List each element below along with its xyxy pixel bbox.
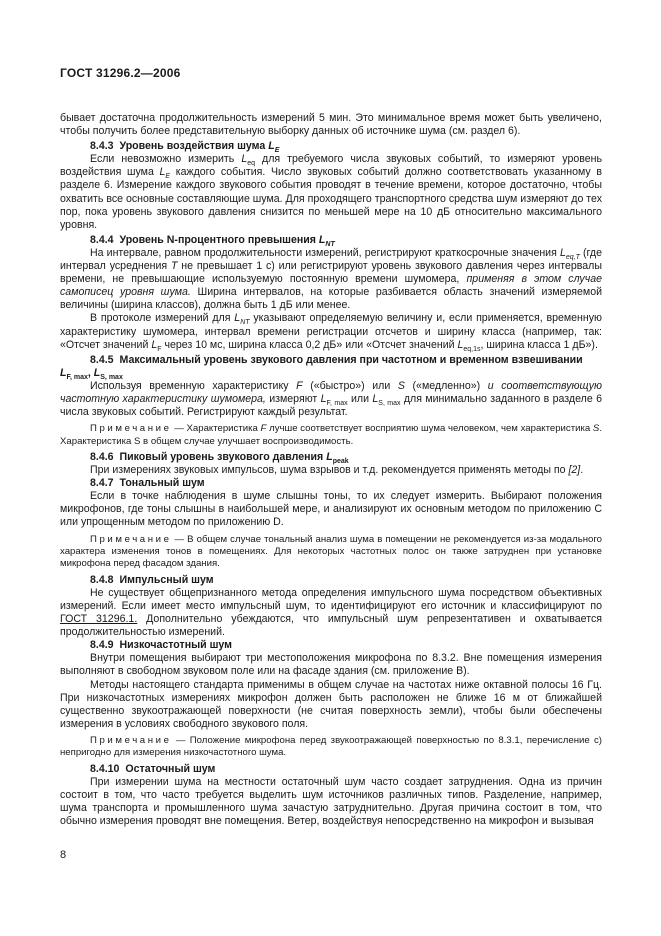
note-8-4-9: Примечание — Положение микрофона перед звукоотражающей поверхностью по 8.3.1, перечисление с) непригодно для измерения низкочастотного шума. bbox=[60, 734, 602, 759]
paragraph-8-4-3: Если невозможно измерить $L_{eq}$ для требуемого числа звуковых событий, то измеряют уровень воздействия шума $L_E$ каждого события. Число звуковых событий должно соответствовать указанному в разделе 6. Измерение каждого звукового события проводят в течение времени, которое достаточно, чтобы охватить все основные составляющие шума. Для проходящего транспортного средства шум измеряют до тех пор, пока уровень звукового давления снизится по меньшей мере на 10 дБ относительно максимального уровня. bbox=[60, 153, 602, 231]
section-heading-8-4-5: 8.4.5 Максимальный уровень звукового давления при частотном и временном взвешивании $L_{F, max}$, $L_{S, max}$ bbox=[60, 353, 583, 381]
section-heading-8-4-7: 8.4.7 Тональный шум bbox=[90, 477, 205, 490]
paragraph-8-4-8: Не существует общепризнанного метода определения импульсного шума посредством объективных измерений. Если имеет место импульсный шум, то идентифицируют его источник и классифицируют по ГОСТ 31296.1. Дополнительно убеждаются, что импульсный шум репрезентативен и охватывается продолжительностью измерений. bbox=[60, 586, 602, 639]
section-heading-8-4-6: 8.4.6 Пиковый уровень звукового давления $L_{peak}$ bbox=[90, 450, 349, 466]
page-number: 8 bbox=[60, 849, 67, 861]
paragraph-continuation: бывает достаточна продолжительность измерений 5 мин. Это минимальное время может быть увеличено, чтобы получить более представительную выборку данных об источнике шума (см. раздел 6). bbox=[60, 112, 602, 138]
paragraph-8-4-9-a: Внутри помещения выбирают три местоположения микрофона по 8.3.2. Вне помещения измерения выполняют в свободном звуковом поле или на фасаде здания (см. приложение В). bbox=[60, 652, 602, 678]
section-heading-8-4-9: 8.4.9 Низкочастотный шум bbox=[90, 639, 233, 652]
section-heading-8-4-10: 8.4.10 Остаточный шум bbox=[90, 762, 216, 775]
paragraph-8-4-9-b: Методы настоящего стандарта применимы в общем случае на частотах ниже октавной полосы 16 Гц. При низкочастотных измерениях микрофон должен быть расположен не ближе 16 м от ближайшей существенно звукоотражающей поверхности (не считая поверхность земли), чтобы были обеспечены измерения в условиях свободного звукового поля. bbox=[60, 678, 602, 730]
paragraph-8-4-4-b: В протоколе измерений для $L_{NT}$ указывают определяемую величину и, если применяется, временную характеристику шумомера, интервал времени регистрации отсчетов и ширину класса (например, так: «Отсчет значений $L_F$ через 10 мс, ширина класса 0,2 дБ» или «Отсчет значений $L_{eq,1s}$, ширина класса 1 дБ»). bbox=[60, 312, 602, 353]
paragraph-8-4-5: Используя временную характеристику F («быстро») или S («медленно») и соответствующую частотную характеристику шумомера, измеряют $L_{F, max}$ или $L_{S, max}$ для минимально заданного в разделе 6 числа звуковых событий. Регистрируют каждый результат. bbox=[60, 379, 602, 419]
note-8-4-5: Примечание — Характеристика F лучше соответствует восприятию шума человеком, чем характеристика S. Характеристика S в общем случае улучшает воспроизводимость. bbox=[60, 423, 602, 447]
section-heading-8-4-3: 8.4.3 Уровень воздействия шума $L_E$ bbox=[90, 140, 280, 155]
section-heading-8-4-4: 8.4.4 Уровень N-процентного превышения $L_{NT}$ bbox=[90, 233, 335, 248]
paragraph-8-4-10: При измерении шума на местности остаточный шум часто создает затруднения. Одна из причин состоит в том, что часто требуется выделить шум источников различных типов. Разделение, например, шума транспорта и промышленного шума зачастую затруднительно. Другая причина состоит в том, что обычно измерения проводят вне помещения. Ветер, воздействуя непосредственно на микрофон и вызывая bbox=[60, 775, 602, 828]
page-content bbox=[60, 112, 602, 828]
paragraph-8-4-4-a: На интервале, равном продолжительности измерений, регистрируют краткосрочные значения $L_{eq,T}$ (где интервал усреднения T не превышает 1 с) или регистрируют уровень звукового давления через интервалы времени, не превышающие используемую постоянную времени шумомера, применяя в этом случае самописец уровня шума. Ширина интервалов, на которые разбивается область значений измеряемой величины (ширина классов), должна быть 1 дБ или менее. bbox=[60, 246, 603, 312]
note-8-4-7: Примечание — В общем случае тональный анализ шума в помещении не рекомендуется из-за модального характера изменения тонов в помещениях. Для некоторых частотных полос он также затруднен при установке микрофона перед фасадом здания. bbox=[60, 533, 602, 570]
gost-reference-link[interactable]: ГОСТ 31296.1. bbox=[60, 613, 138, 626]
paragraph-8-4-6: При измерениях звуковых импульсов, шума взрывов и т.д. рекомендуется применять методы по [2]. bbox=[90, 464, 584, 477]
document-header: ГОСТ 31296.2—2006 bbox=[60, 66, 181, 80]
paragraph-8-4-7: Если в точке наблюдения в шуме слышны тоны, то их следует измерить. Выбирают положения микрофонов, где тоны слышны в наибольшей мере, и анализируют их основным методом по приложению С или упрощенным методом по приложению D. bbox=[60, 490, 602, 529]
section-heading-8-4-8: 8.4.8 Импульсный шум bbox=[90, 573, 214, 586]
